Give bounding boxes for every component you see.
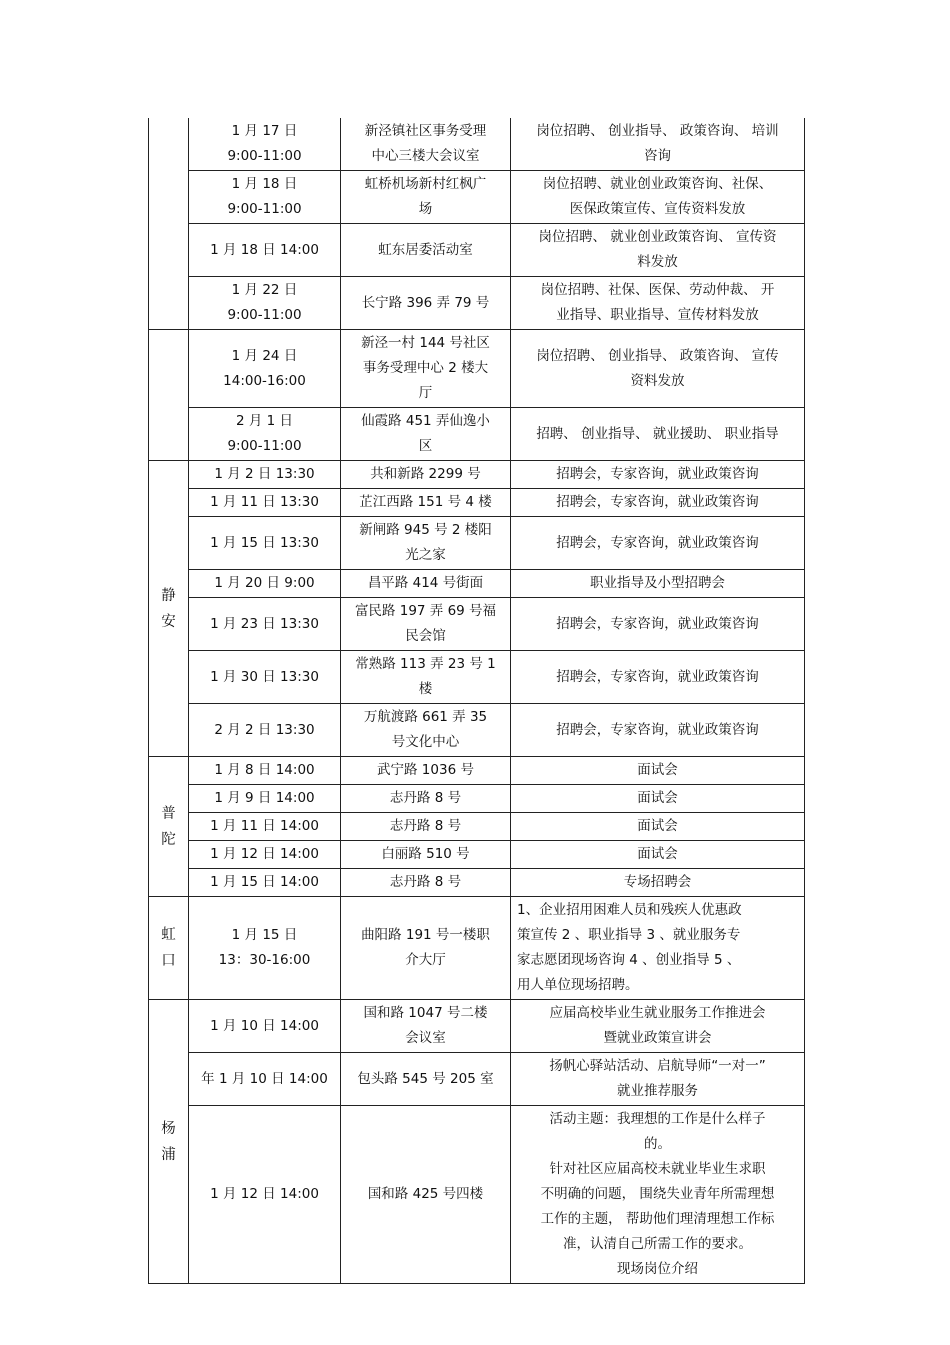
content-cell: 岗位招聘、就业创业政策咨询、社保、 医保政策宣传、宣传资料发放 (511, 171, 805, 224)
content-cell: 面试会 (511, 841, 805, 869)
content-cell: 岗位招聘、 创业指导、 政策咨询、 培训 咨询 (511, 118, 805, 171)
content-cell: 扬帆心驿站活动、启航导师“一对一” 就业推荐服务 (511, 1053, 805, 1106)
content-cell: 职业指导及小型招聘会 (511, 570, 805, 598)
table-row (149, 1000, 805, 1053)
table-row (149, 118, 805, 171)
place-cell: 常熟路 113 弄 23 号 1 楼 (341, 651, 511, 704)
district-cell-jingan: 静 安 (149, 461, 189, 757)
content-cell: 招聘会，专家咨询，就业政策咨询 (511, 598, 805, 651)
content-cell: 招聘会，专家咨询，就业政策咨询 (511, 517, 805, 570)
table-row (149, 408, 805, 461)
content-cell: 面试会 (511, 813, 805, 841)
table-row (149, 1053, 805, 1106)
place-cell: 志丹路 8 号 (341, 813, 511, 841)
table-row (149, 277, 805, 330)
table-row (149, 570, 805, 598)
content-cell: 岗位招聘、 创业指导、 政策咨询、 宣传 资料发放 (511, 330, 805, 408)
date-cell: 1 月 11 日 14:00 (189, 813, 341, 841)
district-cell-hongkou: 虹 口 (149, 897, 189, 1000)
content-cell: 1、企业招用困难人员和残疾人优惠政 策宣传 2 、职业指导 3 、就业服务专 家志愿团现场咨询 4 、创业指导 5 、 用人单位现场招聘。 (511, 897, 805, 1000)
content-cell: 应届高校毕业生就业服务工作推进会 暨就业政策宣讲会 (511, 1000, 805, 1053)
table-row (149, 598, 805, 651)
table-row (149, 489, 805, 517)
content-cell: 招聘会，专家咨询，就业政策咨询 (511, 461, 805, 489)
date-cell: 1 月 18 日 9:00-11:00 (189, 171, 341, 224)
date-cell: 1 月 15 日 14:00 (189, 869, 341, 897)
content-cell: 招聘会，专家咨询，就业政策咨询 (511, 704, 805, 757)
table-row (149, 841, 805, 869)
table-row (149, 785, 805, 813)
district-cell-yangpu: 杨 浦 (149, 1000, 189, 1284)
date-cell: 1 月 10 日 14:00 (189, 1000, 341, 1053)
district-cell-changning (149, 118, 189, 330)
table-row (149, 757, 805, 785)
content-cell: 专场招聘会 (511, 869, 805, 897)
table-row (149, 813, 805, 841)
table-row (149, 869, 805, 897)
date-cell: 1 月 11 日 13:30 (189, 489, 341, 517)
table-row (149, 224, 805, 277)
content-cell: 岗位招聘、社保、医保、劳动仲裁、 开 业指导、职业指导、宣传材料发放 (511, 277, 805, 330)
table-row (149, 704, 805, 757)
table-row (149, 461, 805, 489)
place-cell: 仙霞路 451 弄仙逸小 区 (341, 408, 511, 461)
date-cell: 1 月 17 日 9:00-11:00 (189, 118, 341, 171)
date-cell: 1 月 12 日 14:00 (189, 1106, 341, 1284)
place-cell: 芷江西路 151 号 4 楼 (341, 489, 511, 517)
date-cell: 1 月 23 日 13:30 (189, 598, 341, 651)
place-cell: 虹东居委活动室 (341, 224, 511, 277)
date-cell: 1 月 15 日 13：30-16:00 (189, 897, 341, 1000)
date-cell: 1 月 12 日 14:00 (189, 841, 341, 869)
table-row (149, 651, 805, 704)
table-row (149, 330, 805, 408)
place-cell: 新泾一村 144 号社区 事务受理中心 2 楼大 厅 (341, 330, 511, 408)
content-cell: 面试会 (511, 785, 805, 813)
place-cell: 长宁路 396 弄 79 号 (341, 277, 511, 330)
table-row (149, 1106, 805, 1284)
date-cell: 2 月 2 日 13:30 (189, 704, 341, 757)
date-cell: 1 月 24 日 14:00-16:00 (189, 330, 341, 408)
place-cell: 志丹路 8 号 (341, 785, 511, 813)
place-cell: 国和路 425 号四楼 (341, 1106, 511, 1284)
content-cell: 招聘会，专家咨询，就业政策咨询 (511, 489, 805, 517)
date-cell: 1 月 15 日 13:30 (189, 517, 341, 570)
content-cell: 面试会 (511, 757, 805, 785)
table-row (149, 171, 805, 224)
date-cell: 1 月 2 日 13:30 (189, 461, 341, 489)
date-cell: 1 月 18 日 14:00 (189, 224, 341, 277)
place-cell: 万航渡路 661 弄 35 号文化中心 (341, 704, 511, 757)
activity-schedule-table (148, 118, 805, 1284)
date-cell: 2 月 1 日 9:00-11:00 (189, 408, 341, 461)
place-cell: 曲阳路 191 号一楼职 介大厅 (341, 897, 511, 1000)
place-cell: 富民路 197 弄 69 号福 民会馆 (341, 598, 511, 651)
date-cell: 1 月 8 日 14:00 (189, 757, 341, 785)
place-cell: 武宁路 1036 号 (341, 757, 511, 785)
place-cell: 国和路 1047 号二楼 会议室 (341, 1000, 511, 1053)
place-cell: 白丽路 510 号 (341, 841, 511, 869)
place-cell: 包头路 545 号 205 室 (341, 1053, 511, 1106)
district-cell-unlabeled (149, 330, 189, 461)
content-cell: 岗位招聘、 就业创业政策咨询、 宣传资 料发放 (511, 224, 805, 277)
content-cell: 招聘、 创业指导、 就业援助、 职业指导 (511, 408, 805, 461)
table-row (149, 517, 805, 570)
place-cell: 志丹路 8 号 (341, 869, 511, 897)
date-cell: 1 月 20 日 9:00 (189, 570, 341, 598)
table-row (149, 897, 805, 1000)
date-cell: 1 月 30 日 13:30 (189, 651, 341, 704)
place-cell: 共和新路 2299 号 (341, 461, 511, 489)
place-cell: 虹桥机场新村红枫广 场 (341, 171, 511, 224)
place-cell: 新闸路 945 号 2 楼阳 光之家 (341, 517, 511, 570)
date-cell: 年 1 月 10 日 14:00 (189, 1053, 341, 1106)
content-cell: 招聘会，专家咨询，就业政策咨询 (511, 651, 805, 704)
date-cell: 1 月 22 日 9:00-11:00 (189, 277, 341, 330)
place-cell: 昌平路 414 号街面 (341, 570, 511, 598)
date-cell: 1 月 9 日 14:00 (189, 785, 341, 813)
district-cell-putuo: 普 陀 (149, 757, 189, 897)
place-cell: 新泾镇社区事务受理 中心三楼大会议室 (341, 118, 511, 171)
content-cell: 活动主题：我理想的工作是什么样子 的。 针对社区应届高校未就业毕业生求职 不明确的问题， 围绕失业青年所需理想 工作的主题， 帮助他们理清理想工作标 准，认清自己所需工作的要求。 现场岗位介绍 (511, 1106, 805, 1284)
